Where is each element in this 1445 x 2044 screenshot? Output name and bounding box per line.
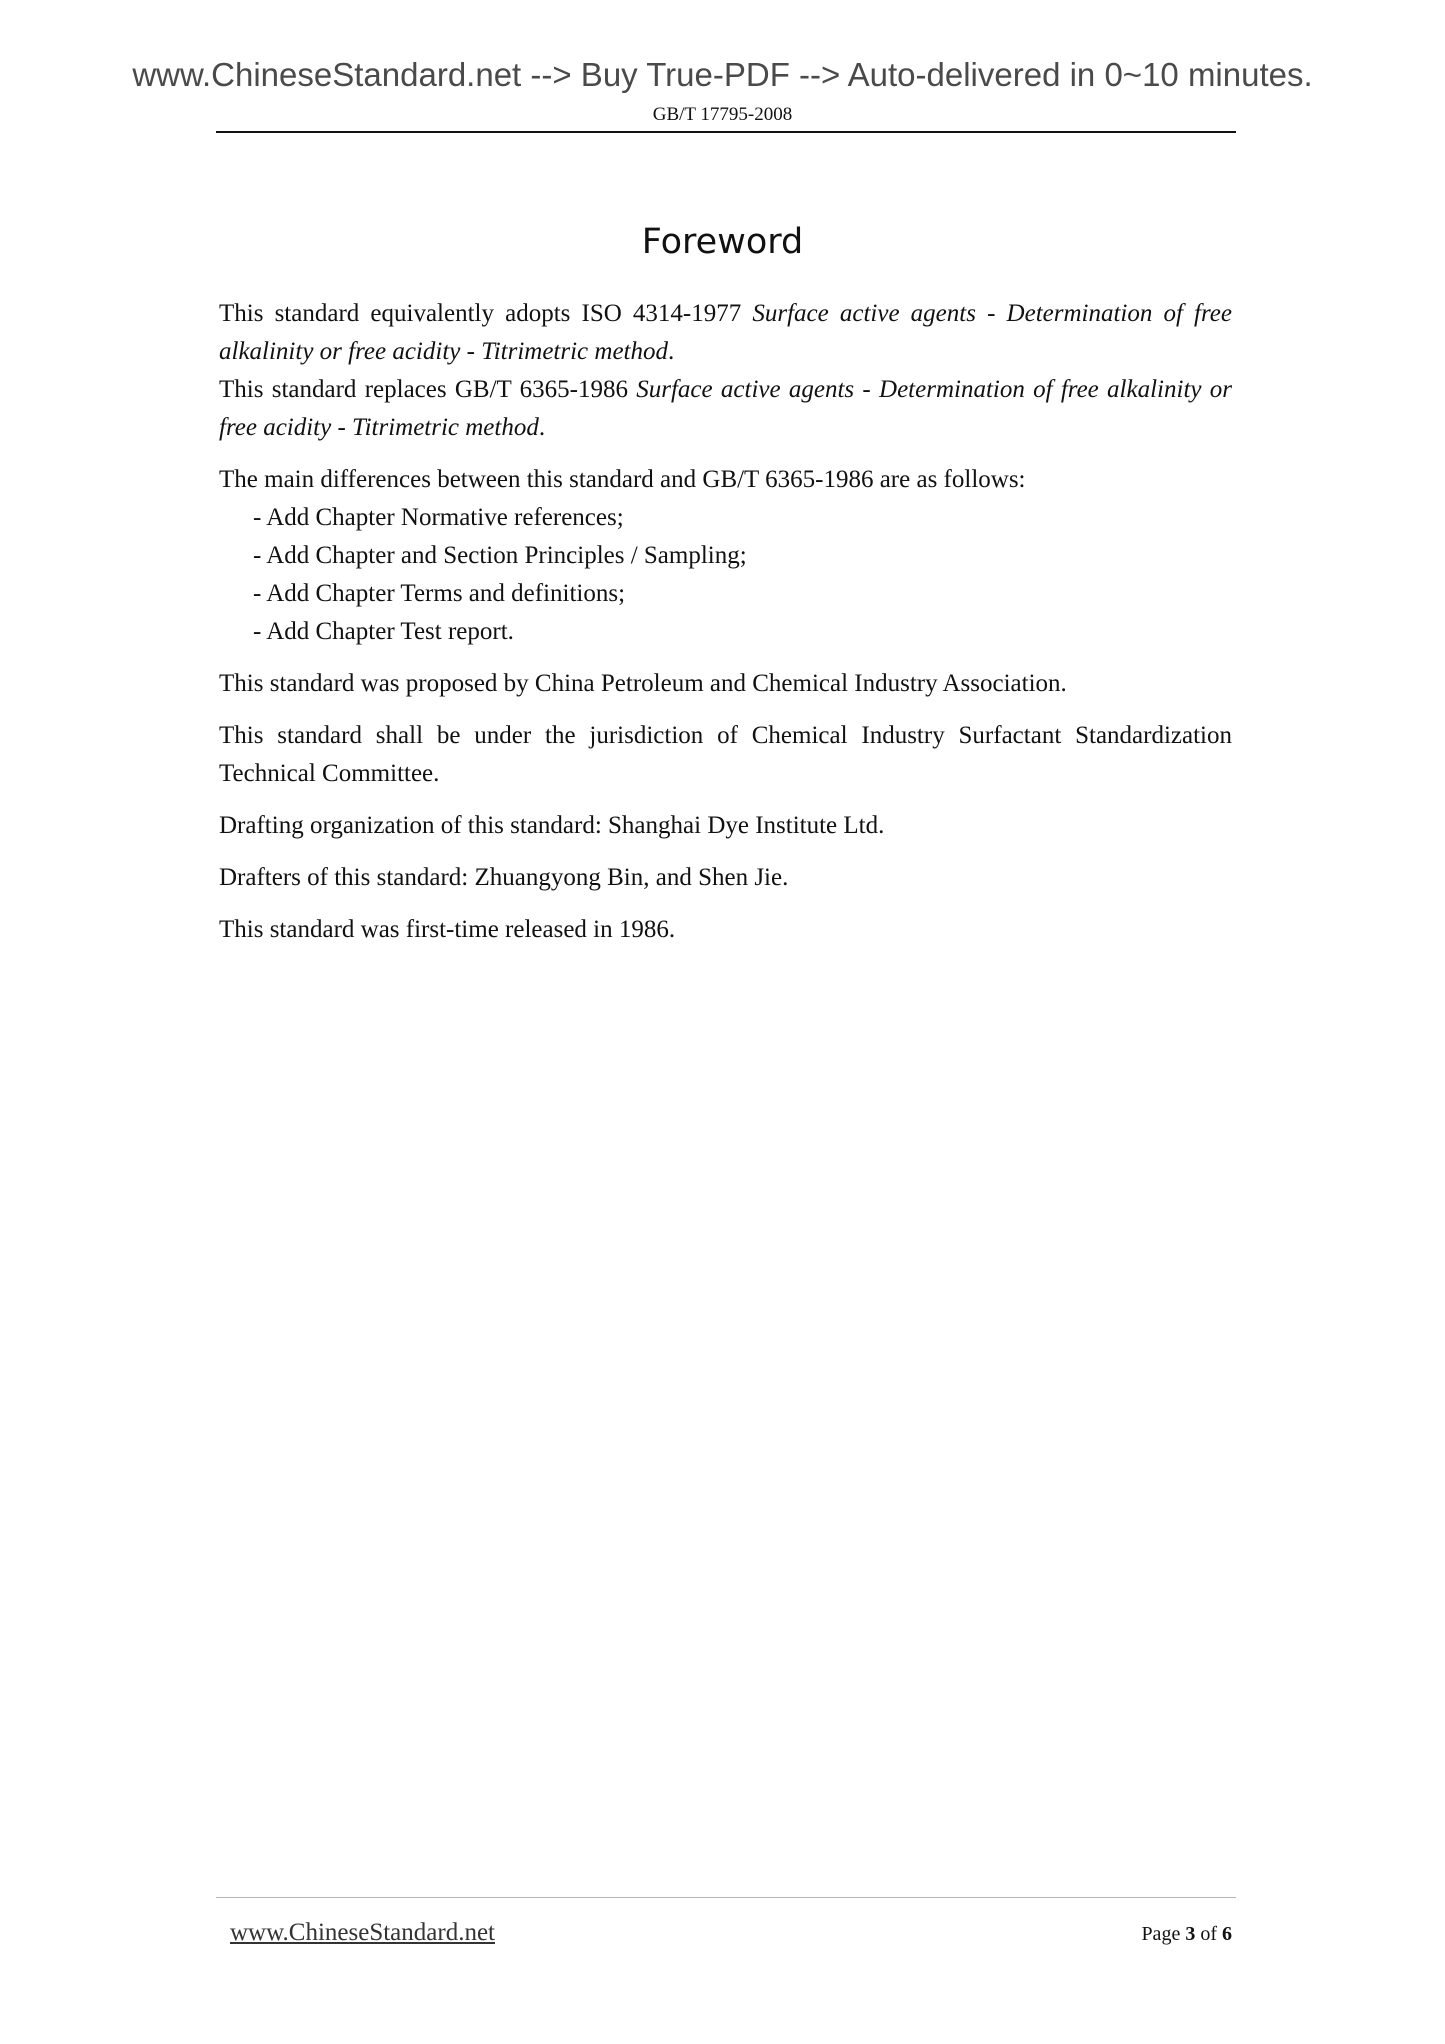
page-current: 3 bbox=[1185, 1923, 1196, 1945]
page-of: of bbox=[1200, 1923, 1217, 1945]
differences-list bbox=[219, 499, 1232, 651]
drafters-paragraph: Drafters of this standard: Zhuangyong Bin, and Shen Jie. bbox=[219, 864, 789, 891]
source-banner: www.ChineseStandard.net --> Buy True-PDF --> Auto-delivered in 0~10 minutes. bbox=[132, 56, 1313, 93]
page-label: Page bbox=[1141, 1923, 1181, 1945]
first-release-paragraph: This standard was first-time released in 1986. bbox=[219, 916, 676, 943]
list-item: - Add Chapter Terms and definitions; bbox=[253, 580, 626, 607]
header-divider bbox=[216, 131, 1236, 133]
footer-site-link[interactable]: www.ChineseStandard.net bbox=[230, 1919, 495, 1946]
jurisdiction-paragraph: This standard shall be under the jurisdiction of Chemical Industry Surfactant Standardization Technical Committee. bbox=[219, 722, 1232, 787]
replacement-prefix: This standard replaces GB/T 6365-1986 bbox=[219, 376, 637, 403]
adoption-paragraph bbox=[219, 295, 1232, 371]
footer-divider bbox=[216, 1897, 1236, 1898]
document-code: GB/T 17795-2008 bbox=[652, 104, 793, 125]
list-item: - Add Chapter Normative references; bbox=[253, 504, 624, 531]
list-item: - Add Chapter and Section Principles / Sampling; bbox=[253, 542, 747, 569]
page-number bbox=[1141, 1923, 1232, 1946]
replacement-suffix: . bbox=[538, 414, 546, 441]
page-title: Foreword bbox=[641, 222, 804, 262]
list-item: - Add Chapter Test report. bbox=[253, 618, 514, 645]
proposed-by-paragraph: This standard was proposed by China Petroleum and Chemical Industry Association. bbox=[219, 670, 1067, 697]
page-total: 6 bbox=[1222, 1923, 1232, 1945]
differences-intro: The main differences between this standard and GB/T 6365-1986 are as follows: bbox=[219, 466, 1026, 493]
adoption-suffix: . bbox=[668, 338, 675, 365]
replacement-title: Surface active agents - Determination of free alkalinity or free acidity - Titrimetric method bbox=[219, 376, 1232, 441]
foreword-body bbox=[219, 295, 1232, 963]
drafting-organization-paragraph: Drafting organization of this standard: Shanghai Dye Institute Ltd. bbox=[219, 812, 885, 839]
adoption-title: Surface active agents - Determination of free alkalinity or free acidity - Titrimetric method bbox=[219, 300, 1232, 365]
adoption-prefix: This standard equivalently adopts ISO 4314-1977 bbox=[219, 300, 753, 327]
replacement-paragraph bbox=[219, 371, 1232, 447]
